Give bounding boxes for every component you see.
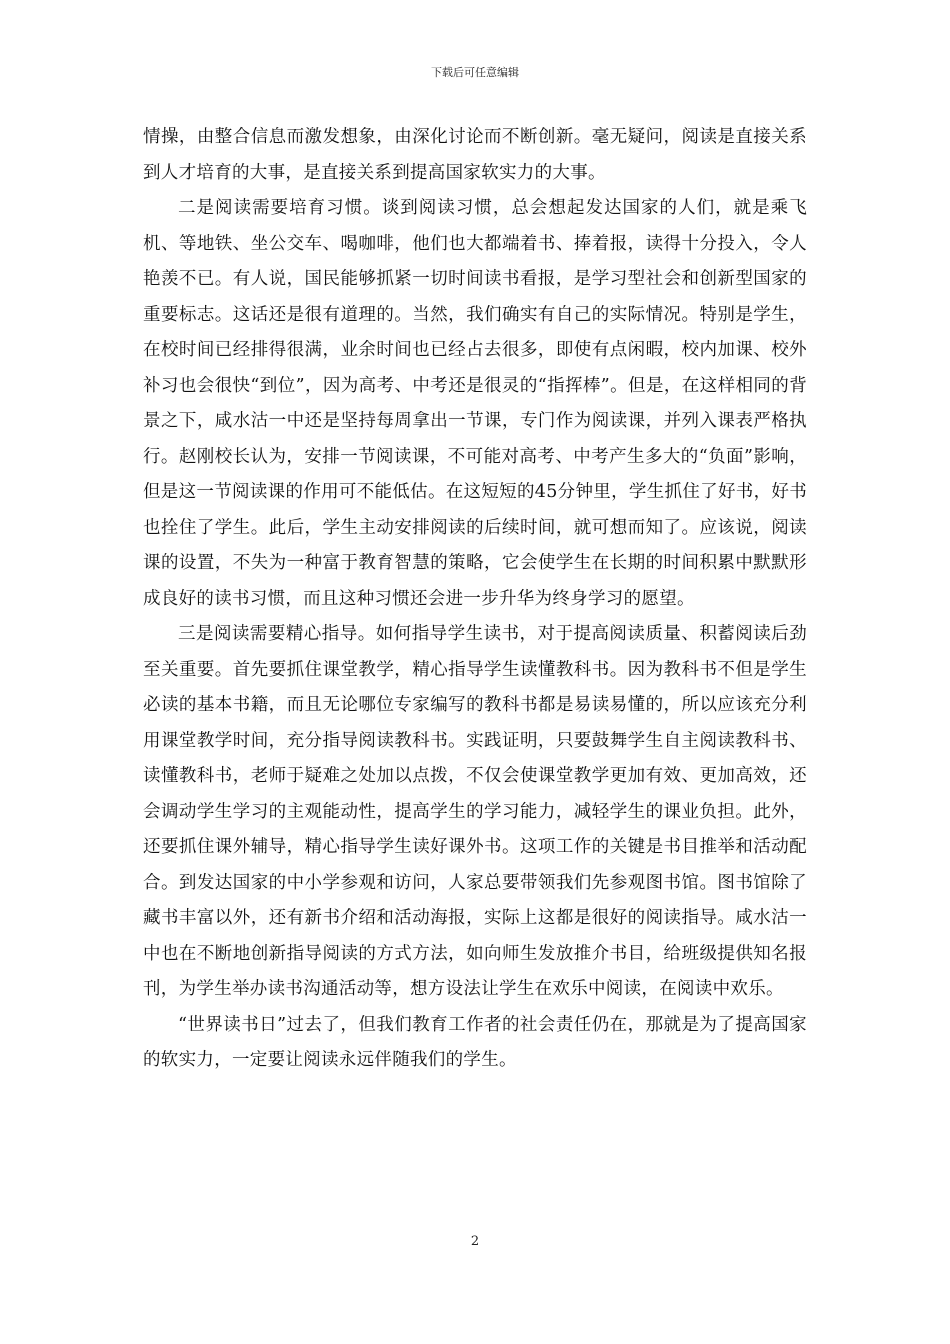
page-header: 下载后可任意编辑 <box>431 66 519 79</box>
paragraph-conclusion: “世界读书日”过去了，但我们教育工作者的社会责任仍在，那就是为了提高国家的软实力，一定要让阅读永远伴随我们的学生。 <box>143 1014 807 1070</box>
paragraph-reading-habits: 二是阅读需要培育习惯。谈到阅读习惯，总会想起发达国家的人们，就是乘飞机、等地铁、坐公交车、喝咖啡，他们也大都端着书、捧着报，读得十分投入，令人艳羡不已。有人说，国民能够抓紧一切时间读书看报，是学习型社会和创新型国家的重要标志。这话还是很有道理的。当然，我们确实有自己的实际情况。特别是学生，在校时间已经排得很满，业余时间也已经占去很多，即使有点闲暇，校内加课、校外补习也会很快“到位”，因为高考、中考还是很灵的“指挥棒”。但是，在这样相同的背景之下，咸水沽一中还是坚持每周拿出一节课，专门作为阅读课，并列入课表严格执行。赵刚校长认为，安排一节阅读课，不可能对高考、中考产生多大的“负面”影响，但是这一节阅读课的作用可不能低估。在这短短的45分钟里，学生抓住了好书，好书也拴住了学生。此后，学生主动安排阅读的后续时间，就可想而知了。应该说，阅读课的设置，不失为一种富于教育智慧的策略，它会使学生在长期的时间积累中默默形成良好的读书习惯，而且这种习惯还会进一步升华为终身学习的愿望。 <box>143 198 807 609</box>
paragraph-reading-guidance: 三是阅读需要精心指导。如何指导学生读书，对于提高阅读质量、积蓄阅读后劲至关重要。首先要抓住课堂教学，精心指导学生读懂教科书。因为教科书不但是学生必读的基本书籍，而且无论哪位专家编写的教科书都是易读易懂的，所以应该充分利用课堂教学时间，充分指导阅读教科书。实践证明，只要鼓舞学生自主阅读教科书、读懂教科书，老师于疑难之处加以点拨，不仅会使课堂教学更加有效、更加高效，还会调动学生学习的主观能动性，提高学生的学习能力，减轻学生的课业负担。此外，还要抓住课外辅导，精心指导学生读好课外书。这项工作的关键是书目推举和活动配合。到发达国家的中小学参观和访问，人家总要带领我们先参观图书馆。图书馆除了藏书丰富以外，还有新书介绍和活动海报，实际上这都是很好的阅读指导。咸水沽一中也在不断地创新指导阅读的方式方法，如向师生发放推介书目，给班级提供知名报刊，为学生举办读书沟通活动等，想方设法让学生在欢乐中阅读，在阅读中欢乐。 <box>143 624 807 999</box>
paragraph-continued: 情操，由整合信息而激发想象，由深化讨论而不断创新。毫无疑问，阅读是直接关系到人才培育的大事，是直接关系到提高国家软实力的大事。 <box>143 127 807 183</box>
page-number: 2 <box>470 1234 480 1249</box>
document-body <box>143 120 807 1079</box>
